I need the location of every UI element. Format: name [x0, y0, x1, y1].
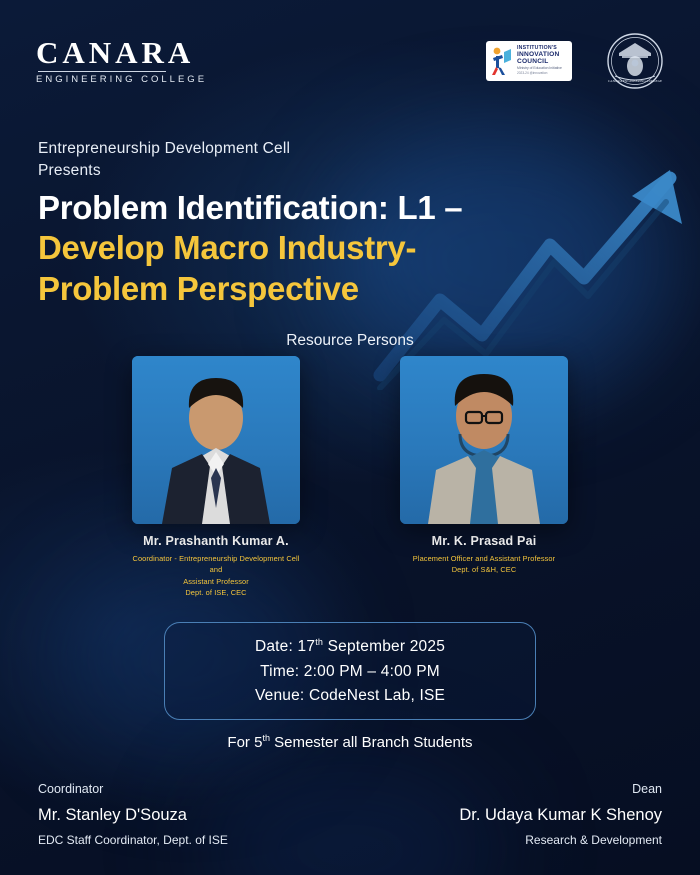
iic-line5: 2023-24 @innovation	[517, 71, 548, 76]
footer-dean-name: Dr. Udaya Kumar K Shenoy	[459, 806, 662, 825]
canara-logo	[36, 37, 207, 85]
event-date-label: Date:	[254, 638, 294, 656]
poster-header	[0, 32, 700, 90]
footer-dean-title: Dean	[632, 781, 662, 796]
resource-persons-list	[0, 356, 700, 599]
canara-logo-name: CANARA	[36, 35, 195, 71]
speaker-role-line2: Dept. of S&H, CEC	[451, 565, 517, 575]
footer-coordinator-sub: EDC Staff Coordinator, Dept. of ISE	[38, 833, 228, 847]
speaker-role	[398, 553, 570, 576]
resource-persons-label: Resource Persons	[286, 332, 414, 349]
speaker-role-line1: Placement Officer and Assistant Professor	[412, 554, 556, 563]
event-venue-value: CodeNest Lab, ISE	[308, 686, 446, 704]
audience-suffix: Semester all Branch Students	[274, 734, 473, 751]
event-date	[255, 637, 445, 656]
presents-label: Presents	[38, 162, 101, 180]
speaker-role-line2: Assistant Professor	[183, 576, 249, 586]
event-venue-label: Venue:	[254, 686, 305, 704]
event-time	[260, 663, 440, 681]
speaker-role-line3: Dept. of ISE, CEC	[185, 588, 247, 598]
event-details-card	[164, 622, 536, 720]
event-title-line1: Problem Identification: L1 –	[38, 189, 463, 226]
resource-person-card	[398, 356, 570, 599]
iic-line2: INNOVATION	[517, 50, 560, 58]
event-title	[38, 188, 638, 309]
resource-person-card	[130, 356, 302, 599]
event-time-value: 2:00 PM – 4:00 PM	[303, 662, 440, 680]
audience-note	[0, 733, 700, 751]
audience-sup: th	[262, 733, 270, 743]
event-date-rest: September 2025	[327, 638, 446, 656]
event-title-line3: Problem Perspective	[38, 269, 359, 307]
canara-logo-subtitle: ENGINEERING COLLEGE	[36, 74, 208, 86]
iic-line1: INSTITUTION'S	[517, 45, 557, 52]
iic-badge-text	[517, 46, 562, 75]
poster-footer	[0, 780, 700, 850]
footer-dean-sub: Research & Development	[525, 833, 662, 847]
speaker-name: Mr. Prashanth Kumar A.	[143, 534, 289, 548]
footer-coordinator-name: Mr. Stanley D'Souza	[38, 806, 187, 825]
iic-badge	[486, 41, 572, 81]
footer-coordinator-title: Coordinator	[38, 781, 104, 796]
iic-logo-icon	[491, 46, 513, 76]
iic-line4: Ministry of Education Initiative	[517, 65, 562, 70]
event-title-line2: Develop Macro Industry-	[38, 229, 417, 267]
svg-text:CANARA ENGINEERING COLLEGE: CANARA ENGINEERING COLLEGE	[607, 79, 663, 83]
event-venue	[255, 687, 445, 705]
event-time-label: Time:	[260, 662, 300, 680]
organizer-name: Entrepreneurship Development Cell	[38, 140, 291, 157]
event-date-sup: th	[315, 637, 324, 648]
speaker-role-line1: Coordinator - Entrepreneurship Development Cell and	[132, 554, 300, 575]
audience-prefix: For 5	[227, 734, 263, 751]
header-badges	[486, 32, 664, 90]
speaker-name: Mr. K. Prasad Pai	[431, 534, 537, 548]
iic-line3: COUNCIL	[517, 57, 549, 65]
event-date-value: 17	[297, 638, 316, 656]
footer-dean	[459, 780, 662, 850]
speaker-role	[130, 553, 302, 599]
college-emblem-icon	[606, 32, 664, 90]
speaker-photo-prashanth-kumar	[132, 356, 300, 524]
speaker-photo-prasad-pai	[400, 356, 568, 524]
footer-coordinator	[38, 780, 228, 850]
canara-logo-rule	[38, 71, 166, 72]
organizer-block	[38, 138, 290, 183]
